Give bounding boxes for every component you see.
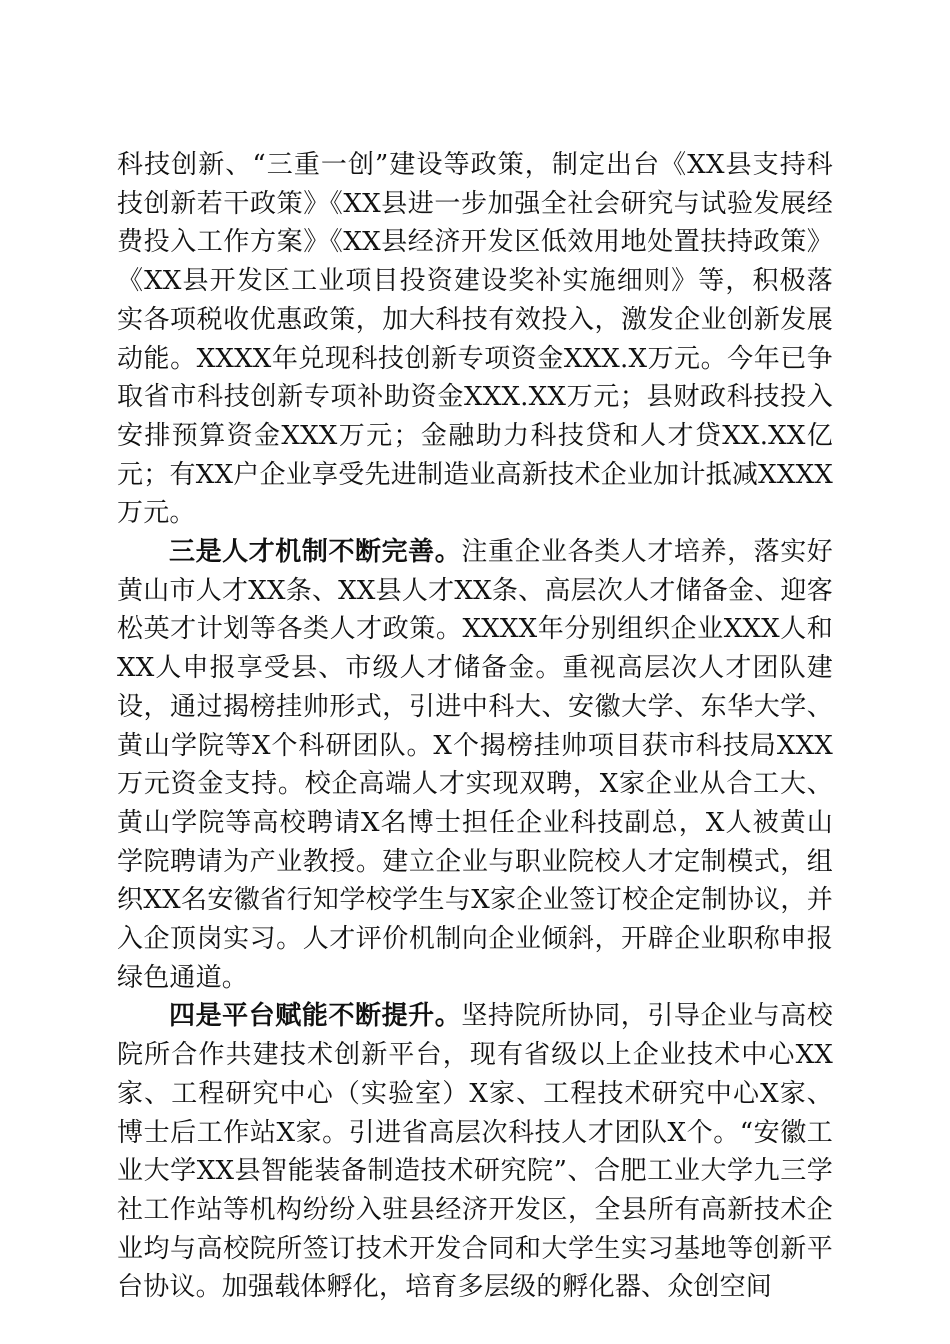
paragraph-continuation — [117, 146, 833, 533]
paragraph-text: 坚持院所协同，引导企业与高校院所合作共建技术创新平台，现有省级以上企业技术中心XX家、工程研究中心（实验室）X家、工程技术研究中心X家、博士后工作站X家。引进省高层次科技人才团队X个。“安徽工业大学XX县智能装备制造技术研究院”、合肥工业大学九三学社工作站等机构纷纷入驻县经济开发区，全县所有高新技术企业均与高校院所签订技术开发合同和大学生实习基地等创新平台协议。加强载体孵化，培育多层级的孵化器、众创空间 — [117, 1001, 833, 1303]
paragraph-heading: 三是人才机制不断完善。 — [169, 537, 462, 568]
paragraph-heading: 四是平台赋能不断提升。 — [169, 1001, 462, 1032]
document-page — [117, 146, 833, 1307]
paragraph-talent-mechanism — [117, 533, 833, 997]
paragraph-text: 注重企业各类人才培养，落实好黄山市人才XX条、XX县人才XX条、高层次人才储备金、迎客松英才计划等各类人才政策。XXXX年分别组织企业XXX人和XX人申报享受县、市级人才储备金。重视高层次人才团队建设，通过揭榜挂帅形式，引进中科大、安徽大学、东华大学、黄山学院等X个科研团队。X个揭榜挂帅项目获市科技局XXX万元资金支持。校企高端人才实现双聘，X家企业从合工大、黄山学院等高校聘请X名博士担任企业科技副总，X人被黄山学院聘请为产业教授。建立企业与职业院校人才定制模式，组织XX名安徽省行知学校学生与X家企业签订校企定制协议，并入企顶岗实习。人才评价机制向企业倾斜，开辟企业职称申报绿色通道。 — [117, 537, 833, 993]
paragraph-text: 科技创新、“三重一创”建设等政策，制定出台《XX县支持科技创新若干政策》《XX县进一步加强全社会研究与试验发展经费投入工作方案》《XX县经济开发区低效用地处置扶持政策》《XX县开发区工业项目投资建设奖补实施细则》等，积极落实各项税收优惠政策，加大科技有效投入，激发企业创新发展动能。XXXX年兑现科技创新专项资金XXX.X万元。今年已争取省市科技创新专项补助资金XXX.XX万元；县财政科技投入安排预算资金XXX万元；金融助力科技贷和人才贷XX.XX亿元；有XX户企业享受先进制造业高新技术企业加计抵减XXXX万元。 — [117, 150, 833, 529]
paragraph-platform-empowerment — [117, 997, 833, 1307]
